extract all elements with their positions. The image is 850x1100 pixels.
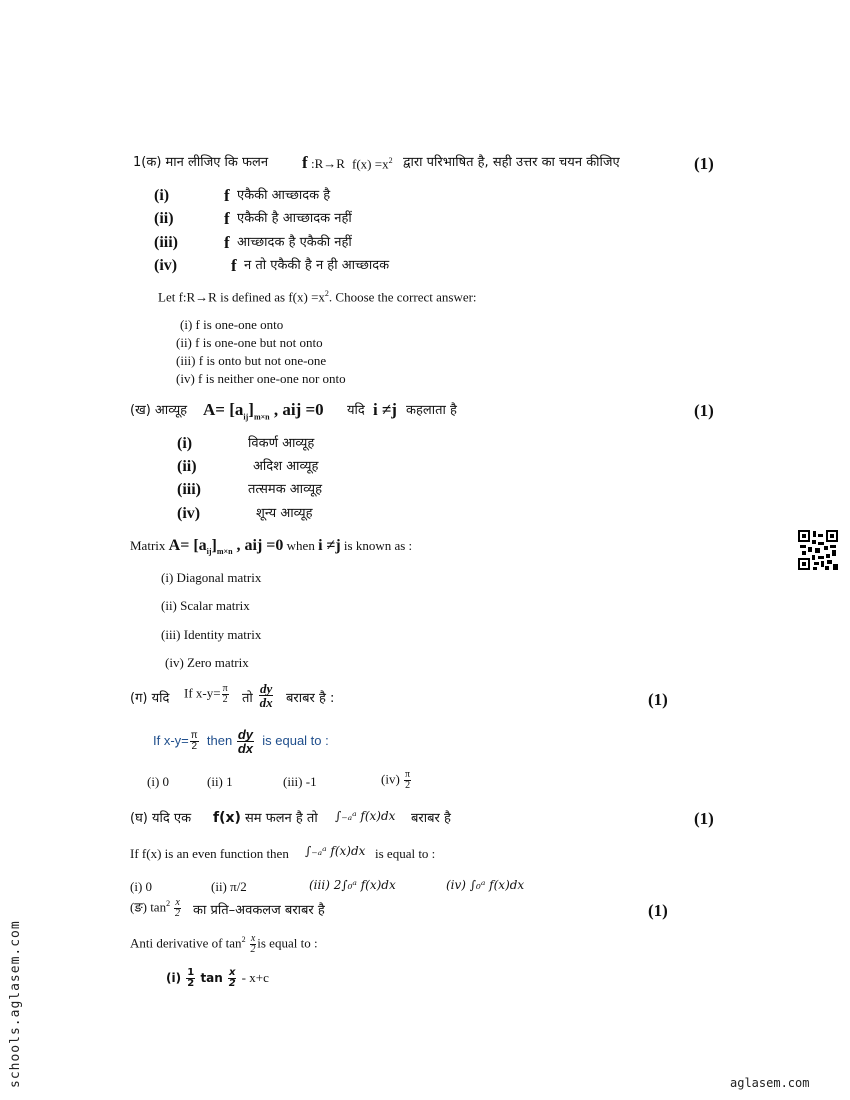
q1c-opt2: (ii) 1 [207, 774, 233, 789]
q1a-fx: $f(x) =x^2$ [352, 156, 393, 172]
q1b-en-opt2: (ii) Scalar matrix [161, 598, 250, 613]
q1a-opt4-num: (iv) [154, 257, 178, 274]
q1b-marks: (1) [694, 401, 714, 420]
q1a-opt2-text: एकैकी है आच्छादक नहीं [237, 211, 352, 226]
q1b-opt1-num: (i) [177, 435, 193, 452]
q1b-en-opt3: (iii) Identity matrix [161, 627, 262, 642]
q1a-marks: (1) [694, 154, 714, 173]
qr-code-icon [798, 530, 838, 570]
q1d-fx: f(x) [213, 810, 241, 826]
q1b-opt4-num: (iv) [177, 505, 201, 522]
q1d-en-suffix: is equal to : [375, 846, 436, 861]
q1c-opt1: (i) 0 [147, 774, 170, 789]
q1a-opt3-num: (iii) [154, 234, 178, 251]
q1a-en-opt3: (iii) f is onto but not one-one [176, 353, 327, 368]
q1a-opt1-text: एकैकी आच्छादक है [237, 188, 331, 203]
q1d-marks: (1) [694, 809, 714, 828]
q1b-opt2-text: अदिश आव्यूह [253, 459, 319, 474]
q1b-opt3-num: (iii) [177, 481, 201, 498]
q1b-opt1-text: विकर्ण आव्यूह [248, 436, 315, 451]
q1a-opt3-f: f [224, 233, 230, 252]
q1a-opt3-text: आच्छादक है एकैकी नहीं [237, 235, 352, 250]
q1b-opt3-text: तत्समक आव्यूह [248, 482, 322, 497]
q1d-opt4: (iv) ∫₀ᵃ f(x)dx [446, 878, 525, 892]
q1d-hindi-prefix: (घ) यदि एक [130, 811, 192, 826]
q1b-hindi-prefix: (ख) आव्यूह [130, 403, 188, 418]
q1a-f: f [302, 153, 308, 172]
q1a-opt4-f: f [231, 256, 237, 275]
q1d-opt2: (ii) π/2 [211, 879, 247, 894]
q1e-marks: (1) [648, 901, 668, 920]
q1b-en-opt1: (i) Diagonal matrix [161, 570, 262, 585]
q1c-hindi-prefix: (ग) यदि [130, 691, 170, 706]
q1a-hindi-prefix: 1(क) मान लीजिए कि फलन [133, 155, 269, 170]
q1c-then-hi: तो [242, 691, 253, 706]
q1a-opt2-f: f [224, 209, 230, 228]
q1c-opt3: (iii) -1 [283, 774, 317, 789]
q1a-opt1-f: f [224, 186, 230, 205]
q1a-en-opt4: (iv) f is neither one-one nor onto [176, 371, 346, 386]
q1d-en-prefix: If f(x) is an even function then [130, 846, 289, 861]
q1e-hindi-prefix: (ङ) $\tan^2$ $\frac{x}{2}$ [130, 897, 181, 919]
q1b-opt4-text: शून्य आव्यूह [256, 506, 313, 521]
q1c-marks: (1) [648, 690, 668, 709]
q1c-hindi-suffix: बराबर है : [286, 691, 335, 706]
q1c-hi-expr: If x-y= $\frac{\pi}{2}$ [184, 683, 228, 705]
q1d-hindi-mid: सम फलन है तो [245, 811, 318, 826]
q1d-opt1: (i) 0 [130, 879, 153, 894]
q1c-derivative: $\frac{dy}{dx}$ [259, 681, 273, 710]
q1a-opt2-num: (ii) [154, 210, 174, 227]
q1b-en-opt4: (iv) Zero matrix [165, 655, 249, 670]
q1e-hindi-suffix: का प्रति–अवकलज बराबर है [193, 903, 325, 918]
q1c-en-question: If x-y= $\frac{\pi}{2}$ then $\frac{dy}{dx}$ is equal to : [153, 727, 329, 756]
q1b-en-question: Matrix $A= [a_{ij}]_{m\times n}$ , aij =0 when i ≠j is known as : [130, 537, 413, 557]
q1a-en-opt1: (i) f is one-one onto [180, 317, 284, 332]
q1d-en-integral: ∫₋ₐᵃ f(x)dx [305, 844, 366, 858]
q1a-hindi-suffix: द्वारा परिभाषित है, सही उत्तर का चयन कीजिए [403, 155, 620, 170]
q1b-opt2-num: (ii) [177, 458, 197, 475]
q1d-integral: ∫₋ₐᵃ f(x)dx [335, 809, 396, 823]
q1b-matrix: $A= [a_{ij}]_{m\times n}$ , aij =0 [203, 400, 324, 422]
q1b-hindi-suffix: कहलाता है [406, 403, 457, 418]
q1a-en-question: Let f:R→R is defined as $f(x) =x^2$. Choose the correct answer: [158, 289, 477, 305]
q1a-opt1-num: (i) [154, 187, 170, 204]
side-watermark: schools.aglasem.com [8, 920, 23, 1088]
q1d-opt3: (iii) 2∫₀ᵃ f(x)dx [309, 878, 396, 892]
q1e-en-question: Anti derivative of $\tan^2$ $\frac{x}{2}$ is equal to : [130, 933, 318, 955]
q1e-opt1: (i) $\frac{1}{2}$ tan $\frac{x}{2}$ - x+c [166, 967, 269, 989]
q1d-hindi-suffix: बराबर है [411, 811, 451, 826]
q1a-opt4-text: न तो एकैकी है न ही आच्छादक [244, 258, 390, 273]
q1b-hindi-if: यदि [347, 403, 365, 418]
footer-watermark: aglasem.com [730, 1076, 810, 1090]
q1a-en-opt2: (ii) f is one-one but not onto [176, 335, 323, 350]
q1b-neq: i ≠j [373, 400, 397, 419]
q1c-opt4: (iv) $\frac{\pi}{2}$ [381, 769, 411, 791]
q1a-map: :R→R [311, 156, 345, 171]
